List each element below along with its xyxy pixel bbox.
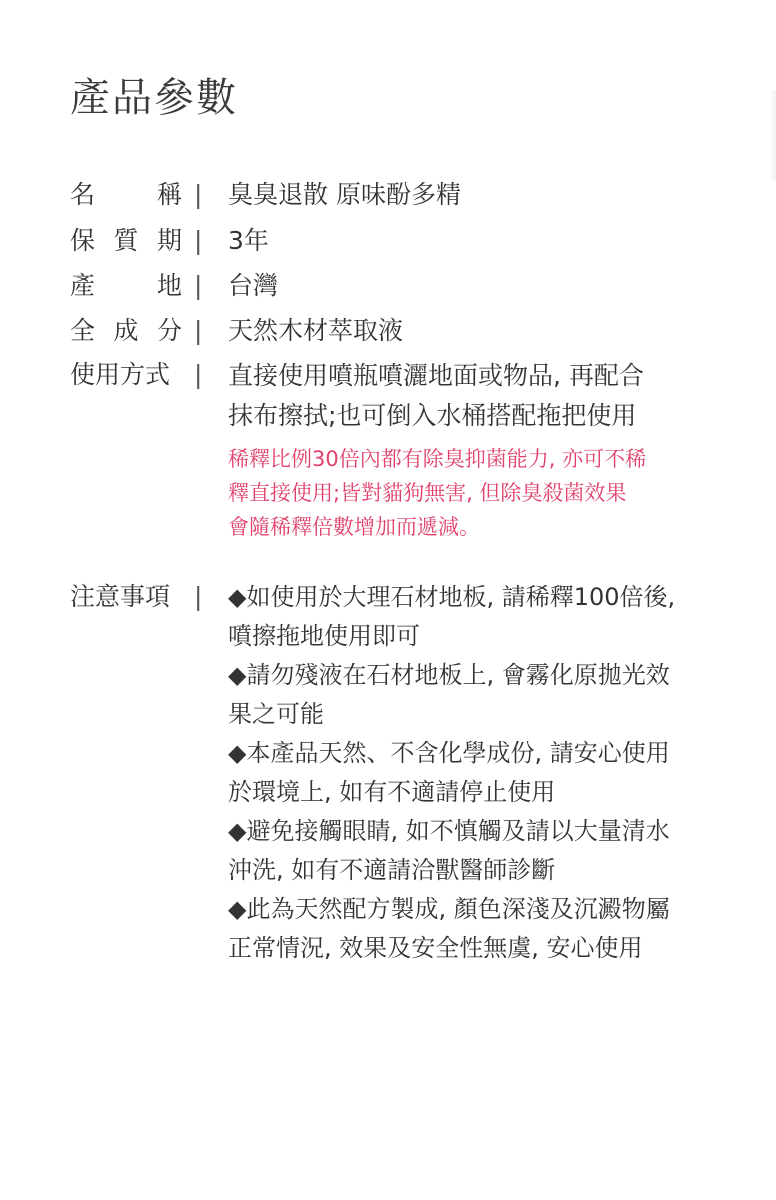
spec-separator: | xyxy=(194,582,203,611)
spec-separator: | xyxy=(194,226,203,255)
notes-line: 正常情況, 效果及安全性無虞, 安心使用 xyxy=(228,934,643,962)
notes-line: 沖洗, 如有不適請洽獸醫師診斷 xyxy=(228,856,556,884)
spec-value-origin: 台灣 xyxy=(228,271,279,300)
dilution-note-line: 稀釋比例30倍內都有除臭抑菌能力, 亦可不稀 xyxy=(228,447,647,471)
notes-line: ◆避免接觸眼睛, 如不慎觸及請以大量清水 xyxy=(228,817,670,845)
notes-line: 於環境上, 如有不適請停止使用 xyxy=(228,778,556,806)
spec-separator: | xyxy=(194,316,203,345)
spec-value-shelf-life: 3年 xyxy=(228,226,269,255)
notes-list xyxy=(228,578,708,968)
spec-value-usage xyxy=(228,356,708,544)
spec-label-name: 名 稱 xyxy=(70,180,182,209)
spec-separator: | xyxy=(194,360,203,389)
spec-label-notes: 注意事項 xyxy=(70,582,171,611)
spec-separator: | xyxy=(194,271,203,300)
spec-label-ingredients: 全 成 分 xyxy=(70,316,182,345)
notes-line: ◆如使用於大理石材地板, 請稀釋100倍後, xyxy=(228,583,676,611)
dilution-note-line: 釋直接使用;皆對貓狗無害, 但除臭殺菌效果 xyxy=(228,481,627,505)
dilution-note-line: 會隨稀釋倍數增加而遞減。 xyxy=(228,515,480,539)
notes-line: ◆請勿殘液在石材地板上, 會霧化原拋光效 xyxy=(228,661,670,689)
notes-line: 噴擦拖地使用即可 xyxy=(228,622,420,650)
spec-value-name: 臭臭退散 原味酚多精 xyxy=(228,180,461,209)
spec-label-usage: 使用方式 xyxy=(70,360,171,389)
dilution-note xyxy=(228,442,708,544)
edge-shadow xyxy=(770,90,776,180)
spec-value-ingredients: 天然木材萃取液 xyxy=(228,316,404,345)
notes-line: ◆此為天然配方製成, 顏色深淺及沉澱物屬 xyxy=(228,895,670,923)
page-title: 產品參數 xyxy=(70,75,238,121)
usage-text-line: 抹布擦拭;也可倒入水桶搭配拖把使用 xyxy=(228,401,637,430)
spec-label-origin: 產 地 xyxy=(70,271,182,300)
notes-line: 果之可能 xyxy=(228,700,324,728)
usage-text-line: 直接使用噴瓶噴灑地面或物品, 再配合 xyxy=(228,361,644,390)
spec-separator: | xyxy=(194,180,203,209)
spec-label-shelf-life: 保 質 期 xyxy=(70,226,182,255)
notes-line: ◆本產品天然、不含化學成份, 請安心使用 xyxy=(228,739,670,767)
